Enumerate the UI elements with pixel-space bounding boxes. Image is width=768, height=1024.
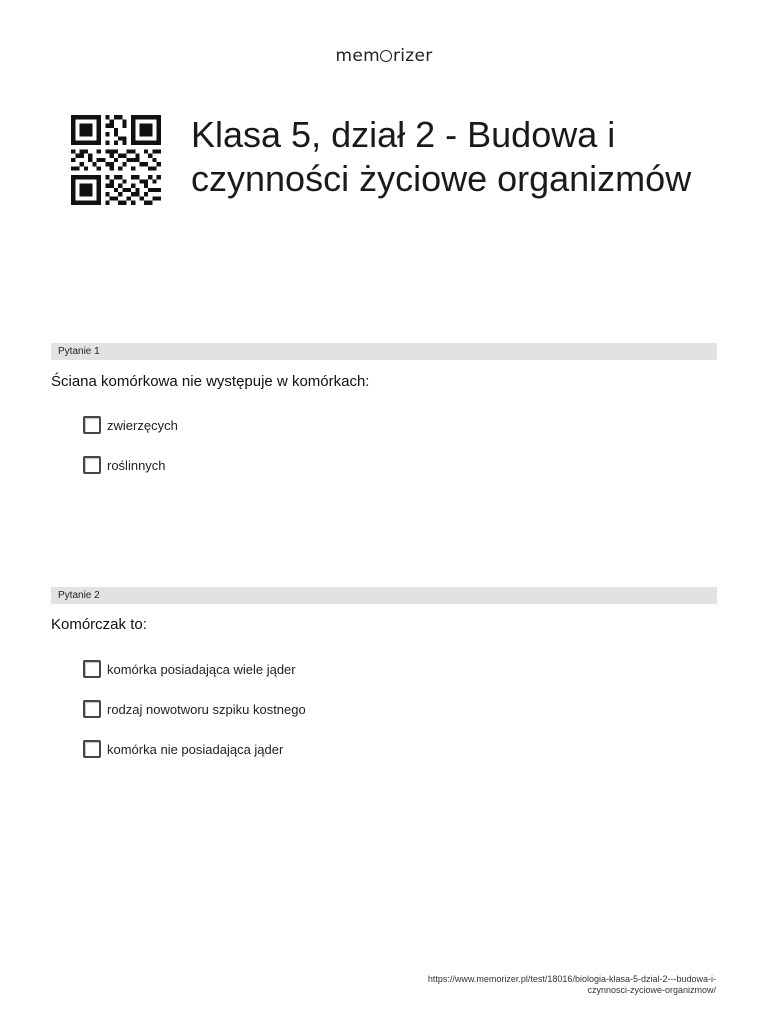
answer-checkbox[interactable] [83,700,101,718]
answer-option[interactable] [83,740,283,758]
answer-label: rodzaj nowotworu szpiku kostnego [107,701,306,717]
question-text: Ściana komórkowa nie występuje w komórkach: [51,373,370,390]
logo-prefix: mem [335,46,380,66]
qr-code-icon [68,115,164,205]
answer-option[interactable] [83,700,306,718]
source-url[interactable] [396,974,716,996]
answer-option[interactable] [83,660,296,678]
question-header: Pytanie 1 [51,343,717,360]
answer-label: komórka nie posiadająca jąder [107,741,284,757]
page-title: Klasa 5, dział 2 - Budowa i czynności życiowe organizmów [191,114,692,199]
source-url-line: czynnosci-zyciowe-organizmow/ [587,985,716,995]
memorizer-logo [0,46,768,66]
answer-checkbox[interactable] [83,660,101,678]
logo-suffix: rizer [392,46,433,66]
logo-o-mark-icon [380,50,392,62]
answer-option[interactable] [83,416,178,434]
answer-label: komórka posiadająca wiele jąder [107,661,296,677]
answer-checkbox[interactable] [83,416,101,434]
answer-label: zwierzęcych [107,417,178,433]
answer-checkbox[interactable] [83,740,101,758]
answer-label: roślinnych [107,457,166,473]
question-header: Pytanie 2 [51,587,717,604]
question-text: Komórczak to: [51,616,147,633]
answer-checkbox[interactable] [83,456,101,474]
source-url-line: https://www.memorizer.pl/test/18016/biologia-klasa-5-dzial-2---budowa-i- [427,974,716,984]
answer-option[interactable] [83,456,166,474]
